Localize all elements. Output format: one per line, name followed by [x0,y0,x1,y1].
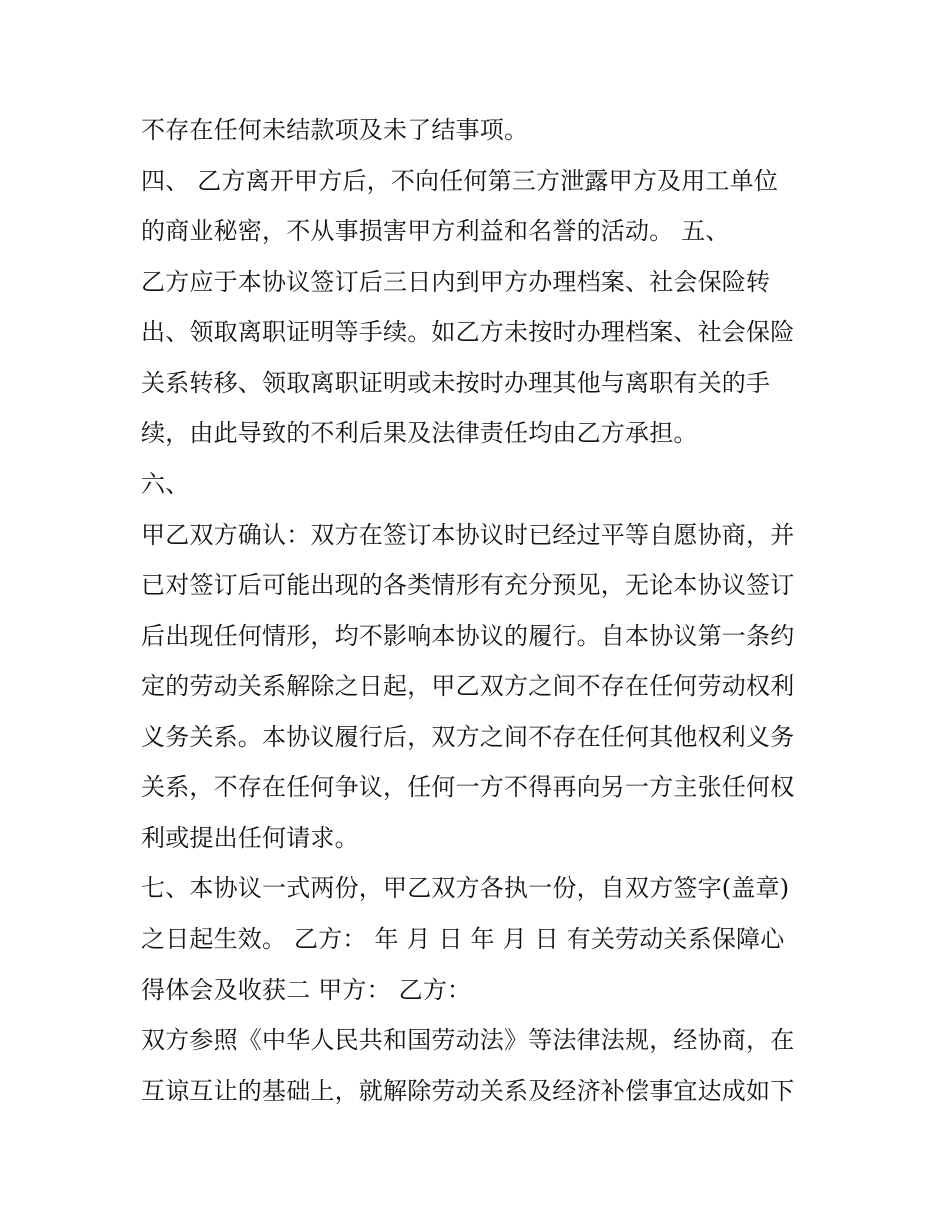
text-line: 义务关系。本协议履行后，双方之间不存在任何其他权利义务 [141,723,795,751]
text-line: 后出现任何情形，均不影响本协议的履行。自本协议第一条约 [141,622,795,650]
text-line: 七、本协议一式两份，甲乙双方各执一份，自双方签字(盖章) [141,874,790,902]
text-line: 关系转移、领取离职证明或未按时办理其他与离职有关的手 [141,369,771,397]
text-line: 双方参照《中华人民共和国劳动法》等法律法规，经协商，在 [141,1026,795,1054]
text-line: 得体会及收获二 甲方： 乙方： [141,976,472,1004]
text-line: 四、 乙方离开甲方后，不向任何第三方泄露甲方及用工单位 [141,167,779,195]
text-line: 已对签订后可能出现的各类情形有充分预见，无论本协议签订 [141,571,795,599]
text-line: 之日起生效。 乙方： 年 月 日 年 月 日 有关劳动关系保障心 [141,925,785,953]
text-line: 出、领取离职证明等手续。如乙方未按时办理档案、社会保险 [141,318,795,346]
text-line: 利或提出任何请求。 [141,824,359,852]
text-line: 续，由此导致的不利后果及法律责任均由乙方承担。 [141,419,698,447]
text-line: 互谅互让的基础上，就解除劳动关系及经济补偿事宜达成如下 [141,1077,795,1105]
text-line: 的商业秘密，不从事损害甲方利益和名誉的活动。 五、 [141,217,730,245]
text-line: 定的劳动关系解除之日起，甲乙双方之间不存在任何劳动权利 [141,672,795,700]
text-line: 乙方应于本协议签订后三日内到甲方办理档案、社会保险转 [141,268,771,296]
text-line: 甲乙双方确认：双方在签订本协议时已经过平等自愿协商，并 [141,521,795,549]
text-line: 关系，不存在任何争议，任何一方不得再向另一方主张任何权 [141,773,795,801]
text-line: 不存在任何未结款项及未了结事项。 [141,116,529,144]
text-line: 六、 [141,470,190,498]
